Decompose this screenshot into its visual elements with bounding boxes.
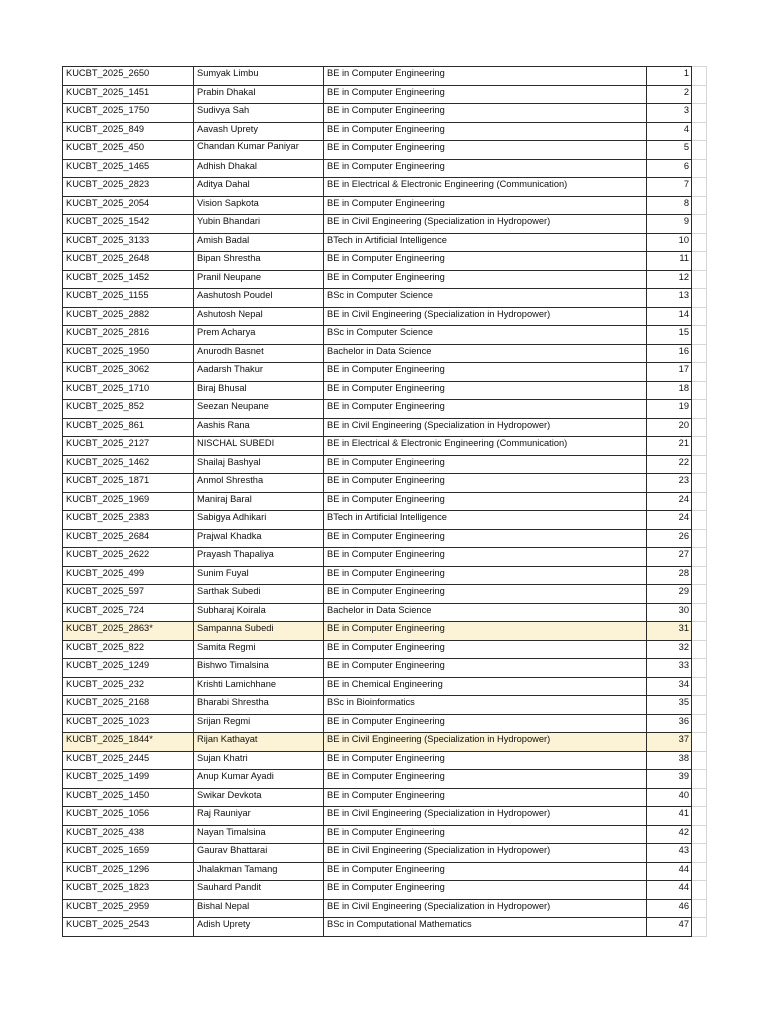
program-cell: BE in Computer Engineering bbox=[324, 141, 647, 160]
empty-cell bbox=[692, 437, 707, 456]
empty-cell bbox=[692, 788, 707, 807]
applicant-id-cell: KUCBT_2025_450 bbox=[63, 141, 194, 160]
empty-cell bbox=[692, 326, 707, 345]
applicant-name-cell: Nayan Timalsina bbox=[194, 825, 324, 844]
table-row bbox=[63, 622, 707, 641]
program-cell: BE in Computer Engineering bbox=[324, 640, 647, 659]
empty-cell bbox=[692, 104, 707, 123]
rank-cell: 46 bbox=[647, 899, 692, 918]
applicant-name-cell: Ashutosh Nepal bbox=[194, 307, 324, 326]
applicant-name-cell: Bharabi Shrestha bbox=[194, 696, 324, 715]
empty-cell bbox=[692, 455, 707, 474]
rank-cell: 27 bbox=[647, 548, 692, 567]
rank-cell: 34 bbox=[647, 677, 692, 696]
rank-cell: 41 bbox=[647, 807, 692, 826]
program-cell: BE in Computer Engineering bbox=[324, 659, 647, 678]
table-row bbox=[63, 844, 707, 863]
program-cell: Bachelor in Data Science bbox=[324, 603, 647, 622]
table-row bbox=[63, 862, 707, 881]
empty-cell bbox=[692, 677, 707, 696]
applicant-id-cell: KUCBT_2025_2168 bbox=[63, 696, 194, 715]
program-cell: BE in Computer Engineering bbox=[324, 714, 647, 733]
applicant-id-cell: KUCBT_2025_861 bbox=[63, 418, 194, 437]
program-cell: BSc in Computational Mathematics bbox=[324, 918, 647, 937]
applicant-id-cell: KUCBT_2025_1969 bbox=[63, 492, 194, 511]
applicant-name-cell: Prem Acharya bbox=[194, 326, 324, 345]
empty-cell bbox=[692, 511, 707, 530]
rank-cell: 23 bbox=[647, 474, 692, 493]
rank-cell: 5 bbox=[647, 141, 692, 160]
rank-cell: 31 bbox=[647, 622, 692, 641]
applicant-name-cell: Sujan Khatri bbox=[194, 751, 324, 770]
results-table bbox=[62, 66, 707, 937]
rank-cell: 37 bbox=[647, 733, 692, 752]
rank-cell: 9 bbox=[647, 215, 692, 234]
table-row bbox=[63, 289, 707, 308]
applicant-name-cell: Jhalakman Tamang bbox=[194, 862, 324, 881]
empty-cell bbox=[692, 585, 707, 604]
applicant-id-cell: KUCBT_2025_2863* bbox=[63, 622, 194, 641]
applicant-id-cell: KUCBT_2025_2543 bbox=[63, 918, 194, 937]
program-cell: BE in Civil Engineering (Specialization in Hydropower) bbox=[324, 844, 647, 863]
rank-cell: 8 bbox=[647, 196, 692, 215]
rank-cell: 44 bbox=[647, 862, 692, 881]
empty-cell bbox=[692, 363, 707, 382]
program-cell: BE in Computer Engineering bbox=[324, 770, 647, 789]
rank-cell: 16 bbox=[647, 344, 692, 363]
rank-cell: 3 bbox=[647, 104, 692, 123]
empty-cell bbox=[692, 548, 707, 567]
rank-cell: 43 bbox=[647, 844, 692, 863]
program-cell: BTech in Artificial Intelligence bbox=[324, 511, 647, 530]
table-row bbox=[63, 474, 707, 493]
empty-cell bbox=[692, 270, 707, 289]
applicant-name-cell: Prajwal Khadka bbox=[194, 529, 324, 548]
empty-cell bbox=[692, 141, 707, 160]
applicant-name-cell: Srijan Regmi bbox=[194, 714, 324, 733]
rank-cell: 44 bbox=[647, 881, 692, 900]
empty-cell bbox=[692, 233, 707, 252]
table-row bbox=[63, 196, 707, 215]
applicant-id-cell: KUCBT_2025_2383 bbox=[63, 511, 194, 530]
applicant-id-cell: KUCBT_2025_1499 bbox=[63, 770, 194, 789]
empty-cell bbox=[692, 215, 707, 234]
program-cell: BE in Computer Engineering bbox=[324, 825, 647, 844]
applicant-id-cell: KUCBT_2025_1542 bbox=[63, 215, 194, 234]
rank-cell: 28 bbox=[647, 566, 692, 585]
table-row bbox=[63, 585, 707, 604]
program-cell: BE in Computer Engineering bbox=[324, 159, 647, 178]
table-row bbox=[63, 696, 707, 715]
applicant-name-cell: Anurodh Basnet bbox=[194, 344, 324, 363]
rank-cell: 13 bbox=[647, 289, 692, 308]
empty-cell bbox=[692, 862, 707, 881]
program-cell: BE in Computer Engineering bbox=[324, 788, 647, 807]
table-row bbox=[63, 714, 707, 733]
empty-cell bbox=[692, 418, 707, 437]
table-row bbox=[63, 326, 707, 345]
program-cell: BE in Civil Engineering (Specialization in Hydropower) bbox=[324, 899, 647, 918]
applicant-id-cell: KUCBT_2025_2959 bbox=[63, 899, 194, 918]
applicant-id-cell: KUCBT_2025_2684 bbox=[63, 529, 194, 548]
applicant-name-cell: Sauhard Pandit bbox=[194, 881, 324, 900]
applicant-id-cell: KUCBT_2025_232 bbox=[63, 677, 194, 696]
applicant-name-cell: Sunim Fuyal bbox=[194, 566, 324, 585]
empty-cell bbox=[692, 159, 707, 178]
applicant-name-cell: Sumyak Limbu bbox=[194, 67, 324, 86]
applicant-id-cell: KUCBT_2025_1871 bbox=[63, 474, 194, 493]
empty-cell bbox=[692, 770, 707, 789]
applicant-name-cell: Subharaj Koirala bbox=[194, 603, 324, 622]
rank-cell: 2 bbox=[647, 85, 692, 104]
applicant-name-cell: Samita Regmi bbox=[194, 640, 324, 659]
program-cell: BE in Computer Engineering bbox=[324, 252, 647, 271]
rank-cell: 14 bbox=[647, 307, 692, 326]
applicant-id-cell: KUCBT_2025_2650 bbox=[63, 67, 194, 86]
applicant-id-cell: KUCBT_2025_1465 bbox=[63, 159, 194, 178]
table-row bbox=[63, 159, 707, 178]
empty-cell bbox=[692, 474, 707, 493]
applicant-name-cell: Vision Sapkota bbox=[194, 196, 324, 215]
applicant-id-cell: KUCBT_2025_438 bbox=[63, 825, 194, 844]
empty-cell bbox=[692, 178, 707, 197]
applicant-id-cell: KUCBT_2025_2054 bbox=[63, 196, 194, 215]
program-cell: BE in Computer Engineering bbox=[324, 67, 647, 86]
applicant-name-cell bbox=[194, 141, 324, 160]
applicant-id-cell: KUCBT_2025_1023 bbox=[63, 714, 194, 733]
applicant-id-cell: KUCBT_2025_1296 bbox=[63, 862, 194, 881]
program-cell: BE in Computer Engineering bbox=[324, 400, 647, 419]
table-row bbox=[63, 899, 707, 918]
applicant-name-cell: Aavash Uprety bbox=[194, 122, 324, 141]
applicant-id-cell: KUCBT_2025_1452 bbox=[63, 270, 194, 289]
applicant-id-cell: KUCBT_2025_499 bbox=[63, 566, 194, 585]
table-row bbox=[63, 344, 707, 363]
applicant-id-cell: KUCBT_2025_2127 bbox=[63, 437, 194, 456]
table-row bbox=[63, 233, 707, 252]
rank-cell: 19 bbox=[647, 400, 692, 419]
table-row bbox=[63, 751, 707, 770]
applicant-id-cell: KUCBT_2025_1710 bbox=[63, 381, 194, 400]
program-cell: BE in Computer Engineering bbox=[324, 85, 647, 104]
rank-cell: 29 bbox=[647, 585, 692, 604]
rank-cell: 12 bbox=[647, 270, 692, 289]
applicant-name-cell: Bishal Nepal bbox=[194, 899, 324, 918]
table-row bbox=[63, 825, 707, 844]
program-cell: Bachelor in Data Science bbox=[324, 344, 647, 363]
applicant-id-cell: KUCBT_2025_1823 bbox=[63, 881, 194, 900]
program-cell: BE in Computer Engineering bbox=[324, 492, 647, 511]
rank-cell: 11 bbox=[647, 252, 692, 271]
rank-cell: 1 bbox=[647, 67, 692, 86]
empty-cell bbox=[692, 751, 707, 770]
empty-cell bbox=[692, 714, 707, 733]
applicant-name-cell: Sampanna Subedi bbox=[194, 622, 324, 641]
applicant-id-cell: KUCBT_2025_3133 bbox=[63, 233, 194, 252]
program-cell: BSc in Computer Science bbox=[324, 289, 647, 308]
applicant-id-cell: KUCBT_2025_852 bbox=[63, 400, 194, 419]
table-row bbox=[63, 400, 707, 419]
applicant-id-cell: KUCBT_2025_2823 bbox=[63, 178, 194, 197]
empty-cell bbox=[692, 344, 707, 363]
rank-cell: 15 bbox=[647, 326, 692, 345]
table-row bbox=[63, 270, 707, 289]
table-row bbox=[63, 104, 707, 123]
program-cell: BSc in Computer Science bbox=[324, 326, 647, 345]
empty-cell bbox=[692, 196, 707, 215]
rank-cell: 40 bbox=[647, 788, 692, 807]
empty-cell bbox=[692, 844, 707, 863]
program-cell: BE in Civil Engineering (Specialization in Hydropower) bbox=[324, 215, 647, 234]
applicant-id-cell: KUCBT_2025_1155 bbox=[63, 289, 194, 308]
program-cell: BE in Civil Engineering (Specialization in Hydropower) bbox=[324, 307, 647, 326]
applicant-id-cell: KUCBT_2025_597 bbox=[63, 585, 194, 604]
rank-cell: 20 bbox=[647, 418, 692, 437]
program-cell: BE in Computer Engineering bbox=[324, 566, 647, 585]
rank-cell: 47 bbox=[647, 918, 692, 937]
table-row bbox=[63, 770, 707, 789]
empty-cell bbox=[692, 122, 707, 141]
table-row bbox=[63, 603, 707, 622]
program-cell: BE in Computer Engineering bbox=[324, 122, 647, 141]
empty-cell bbox=[692, 289, 707, 308]
table-row bbox=[63, 418, 707, 437]
rank-cell: 26 bbox=[647, 529, 692, 548]
table-row bbox=[63, 252, 707, 271]
empty-cell bbox=[692, 918, 707, 937]
applicant-id-cell: KUCBT_2025_2445 bbox=[63, 751, 194, 770]
applicant-name-cell: Pranil Neupane bbox=[194, 270, 324, 289]
applicant-name-cell: Yubin Bhandari bbox=[194, 215, 324, 234]
program-cell: BE in Civil Engineering (Specialization in Hydropower) bbox=[324, 418, 647, 437]
empty-cell bbox=[692, 307, 707, 326]
applicant-name-cell: Aditya Dahal bbox=[194, 178, 324, 197]
empty-cell bbox=[692, 881, 707, 900]
empty-cell bbox=[692, 603, 707, 622]
program-cell: BE in Computer Engineering bbox=[324, 455, 647, 474]
empty-cell bbox=[692, 733, 707, 752]
rank-cell: 33 bbox=[647, 659, 692, 678]
applicant-name-cell: Seezan Neupane bbox=[194, 400, 324, 419]
applicant-id-cell: KUCBT_2025_849 bbox=[63, 122, 194, 141]
program-cell: BE in Electrical & Electronic Engineering (Communication) bbox=[324, 437, 647, 456]
applicant-name-cell: Maniraj Baral bbox=[194, 492, 324, 511]
table-row bbox=[63, 881, 707, 900]
rank-cell: 30 bbox=[647, 603, 692, 622]
program-cell: BE in Computer Engineering bbox=[324, 270, 647, 289]
applicant-name-cell: Sabigya Adhikari bbox=[194, 511, 324, 530]
empty-cell bbox=[692, 400, 707, 419]
rank-cell: 42 bbox=[647, 825, 692, 844]
results-sheet bbox=[62, 66, 707, 937]
empty-cell bbox=[692, 696, 707, 715]
table-row bbox=[63, 363, 707, 382]
table-row bbox=[63, 733, 707, 752]
table-row bbox=[63, 529, 707, 548]
applicant-id-cell: KUCBT_2025_724 bbox=[63, 603, 194, 622]
rank-cell: 24 bbox=[647, 492, 692, 511]
program-cell: BE in Computer Engineering bbox=[324, 548, 647, 567]
table-row bbox=[63, 677, 707, 696]
applicant-id-cell: KUCBT_2025_2816 bbox=[63, 326, 194, 345]
program-cell: BTech in Artificial Intelligence bbox=[324, 233, 647, 252]
rank-cell: 21 bbox=[647, 437, 692, 456]
applicant-id-cell: KUCBT_2025_1950 bbox=[63, 344, 194, 363]
program-cell: BE in Computer Engineering bbox=[324, 196, 647, 215]
applicant-name-cell: Adhish Dhakal bbox=[194, 159, 324, 178]
program-cell: BE in Chemical Engineering bbox=[324, 677, 647, 696]
applicant-id-cell: KUCBT_2025_1750 bbox=[63, 104, 194, 123]
applicant-name-cell: Krishti Lamichhane bbox=[194, 677, 324, 696]
program-cell: BE in Electrical & Electronic Engineering (Communication) bbox=[324, 178, 647, 197]
table-row bbox=[63, 178, 707, 197]
rank-cell: 7 bbox=[647, 178, 692, 197]
applicant-id-cell: KUCBT_2025_2882 bbox=[63, 307, 194, 326]
applicant-name-cell: Gaurav Bhattarai bbox=[194, 844, 324, 863]
results-table-body bbox=[63, 67, 707, 937]
table-row bbox=[63, 455, 707, 474]
table-row bbox=[63, 918, 707, 937]
applicant-name-cell: Anmol Shrestha bbox=[194, 474, 324, 493]
rank-cell: 6 bbox=[647, 159, 692, 178]
empty-cell bbox=[692, 622, 707, 641]
table-row bbox=[63, 85, 707, 104]
program-cell: BE in Computer Engineering bbox=[324, 529, 647, 548]
empty-cell bbox=[692, 825, 707, 844]
applicant-name-text: Chandan Kumar Paniyar bbox=[197, 141, 299, 151]
rank-cell: 35 bbox=[647, 696, 692, 715]
table-row bbox=[63, 548, 707, 567]
program-cell: BE in Computer Engineering bbox=[324, 881, 647, 900]
applicant-name-cell: Aashis Rana bbox=[194, 418, 324, 437]
applicant-name-cell: Raj Rauniyar bbox=[194, 807, 324, 826]
empty-cell bbox=[692, 566, 707, 585]
empty-cell bbox=[692, 899, 707, 918]
program-cell: BE in Computer Engineering bbox=[324, 751, 647, 770]
empty-cell bbox=[692, 640, 707, 659]
empty-cell bbox=[692, 252, 707, 271]
rank-cell: 36 bbox=[647, 714, 692, 733]
applicant-id-cell: KUCBT_2025_1056 bbox=[63, 807, 194, 826]
empty-cell bbox=[692, 807, 707, 826]
empty-cell bbox=[692, 85, 707, 104]
table-row bbox=[63, 807, 707, 826]
applicant-id-cell: KUCBT_2025_1450 bbox=[63, 788, 194, 807]
empty-cell bbox=[692, 67, 707, 86]
applicant-id-cell: KUCBT_2025_822 bbox=[63, 640, 194, 659]
program-cell: BE in Computer Engineering bbox=[324, 585, 647, 604]
table-row bbox=[63, 437, 707, 456]
program-cell: BE in Civil Engineering (Specialization in Hydropower) bbox=[324, 733, 647, 752]
applicant-name-cell: Biraj Bhusal bbox=[194, 381, 324, 400]
empty-cell bbox=[692, 381, 707, 400]
program-cell: BE in Computer Engineering bbox=[324, 862, 647, 881]
program-cell: BE in Computer Engineering bbox=[324, 381, 647, 400]
program-cell: BE in Computer Engineering bbox=[324, 474, 647, 493]
rank-cell: 17 bbox=[647, 363, 692, 382]
program-cell: BE in Civil Engineering (Specialization in Hydropower) bbox=[324, 807, 647, 826]
applicant-name-cell: Adish Uprety bbox=[194, 918, 324, 937]
empty-cell bbox=[692, 529, 707, 548]
applicant-name-cell: Prabin Dhakal bbox=[194, 85, 324, 104]
table-row bbox=[63, 788, 707, 807]
empty-cell bbox=[692, 492, 707, 511]
rank-cell: 10 bbox=[647, 233, 692, 252]
table-row bbox=[63, 307, 707, 326]
applicant-id-cell: KUCBT_2025_1844* bbox=[63, 733, 194, 752]
empty-cell bbox=[692, 659, 707, 678]
applicant-name-cell: Shailaj Bashyal bbox=[194, 455, 324, 474]
applicant-name-cell: Anup Kumar Ayadi bbox=[194, 770, 324, 789]
table-row bbox=[63, 67, 707, 86]
table-row bbox=[63, 141, 707, 160]
rank-cell: 32 bbox=[647, 640, 692, 659]
applicant-name-cell: Bishwo Timalsina bbox=[194, 659, 324, 678]
applicant-id-cell: KUCBT_2025_2622 bbox=[63, 548, 194, 567]
applicant-name-cell: NISCHAL SUBEDI bbox=[194, 437, 324, 456]
program-cell: BSc in Bioinformatics bbox=[324, 696, 647, 715]
applicant-id-cell: KUCBT_2025_3062 bbox=[63, 363, 194, 382]
table-row bbox=[63, 659, 707, 678]
program-cell: BE in Computer Engineering bbox=[324, 363, 647, 382]
applicant-name-cell: Rijan Kathayat bbox=[194, 733, 324, 752]
program-cell: BE in Computer Engineering bbox=[324, 622, 647, 641]
applicant-id-cell: KUCBT_2025_1462 bbox=[63, 455, 194, 474]
applicant-name-cell: Swikar Devkota bbox=[194, 788, 324, 807]
applicant-name-cell: Aashutosh Poudel bbox=[194, 289, 324, 308]
applicant-name-cell: Amish Badal bbox=[194, 233, 324, 252]
rank-cell: 38 bbox=[647, 751, 692, 770]
rank-cell: 18 bbox=[647, 381, 692, 400]
applicant-id-cell: KUCBT_2025_1451 bbox=[63, 85, 194, 104]
rank-cell: 39 bbox=[647, 770, 692, 789]
program-cell: BE in Computer Engineering bbox=[324, 104, 647, 123]
applicant-name-cell: Sudivya Sah bbox=[194, 104, 324, 123]
applicant-name-cell: Prayash Thapaliya bbox=[194, 548, 324, 567]
rank-cell: 4 bbox=[647, 122, 692, 141]
applicant-name-cell: Sarthak Subedi bbox=[194, 585, 324, 604]
table-row bbox=[63, 640, 707, 659]
applicant-name-cell: Aadarsh Thakur bbox=[194, 363, 324, 382]
table-row bbox=[63, 492, 707, 511]
table-row bbox=[63, 122, 707, 141]
applicant-id-cell: KUCBT_2025_1659 bbox=[63, 844, 194, 863]
table-row bbox=[63, 511, 707, 530]
rank-cell: 24 bbox=[647, 511, 692, 530]
table-row bbox=[63, 381, 707, 400]
applicant-id-cell: KUCBT_2025_2648 bbox=[63, 252, 194, 271]
rank-cell: 22 bbox=[647, 455, 692, 474]
applicant-name-cell: Bipan Shrestha bbox=[194, 252, 324, 271]
applicant-id-cell: KUCBT_2025_1249 bbox=[63, 659, 194, 678]
table-row bbox=[63, 566, 707, 585]
table-row bbox=[63, 215, 707, 234]
